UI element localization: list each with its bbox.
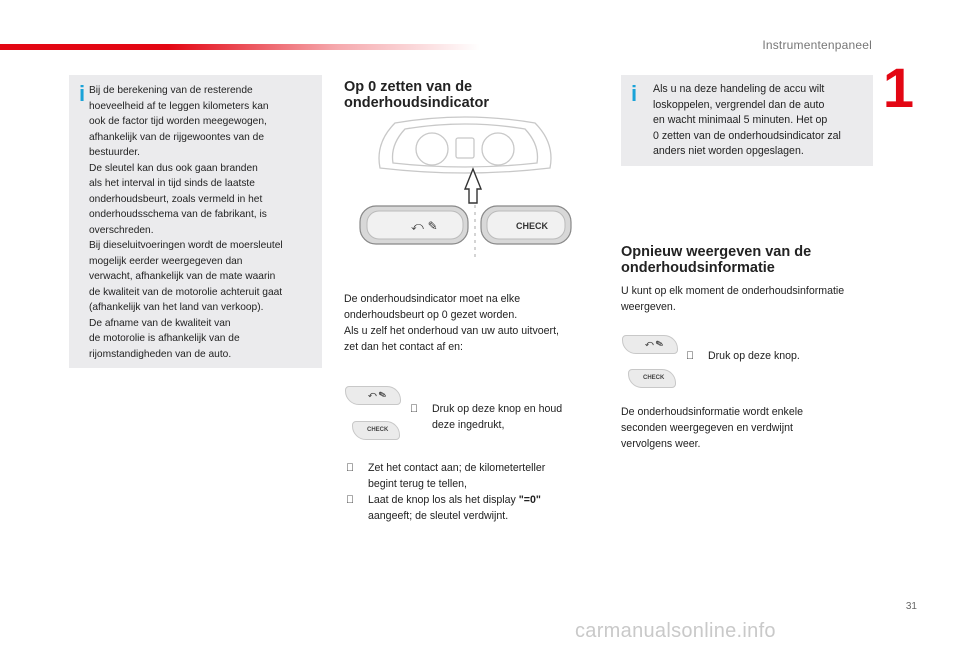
svg-text:⤺ ✎: ⤺ ✎ xyxy=(411,219,438,233)
header-accent-bar xyxy=(0,44,480,50)
check-button-small xyxy=(352,421,400,440)
info-text-right: Als u na deze handeling de accu wilt loskoppelen, vergrendel dan de auto en wacht minimaal 5 minuten. Het op 0 zetten van de onderhoudsindicator zal anders niet worden opgeslagen. xyxy=(653,83,841,157)
check-button-small-right xyxy=(628,369,676,388)
info-box-right xyxy=(621,75,873,166)
display-heading: Opnieuw weergeven van de onderhoudsinformatie xyxy=(621,244,812,276)
section-title: Instrumentenpaneel xyxy=(762,38,872,52)
chapter-number: 1 xyxy=(882,56,914,119)
bullet-mark xyxy=(410,401,418,417)
reset-heading: Op 0 zetten van de onderhoudsindicator xyxy=(344,79,489,111)
display-step-1-text: Druk op deze knop. xyxy=(708,350,800,362)
reset-wrench-icon: ⤺ ✎ xyxy=(645,339,664,348)
reset-button-small xyxy=(345,386,401,405)
check-label-small: CHECK xyxy=(367,427,389,433)
info-icon: i xyxy=(79,81,86,106)
check-label-small: CHECK xyxy=(643,375,665,381)
info-icon: i xyxy=(631,81,638,106)
instrument-cluster-drawing xyxy=(379,117,551,173)
reset-button-drawing xyxy=(360,206,468,244)
reset-step-3-text xyxy=(368,492,541,524)
info-text-left: Bij de berekening van de resterende hoeveelheid af te leggen kilometers kan ook de factor tijd worden meegewogen, afhankelijk van de rijgewoontes van de bestuurder. De sleutel kan dus ook gaan branden als het interval in tijd sinds de laatste onderhoudsbeurt, zoals vermeld in het onderhoudsschema van de fabrikant, is overschreden. Bij dieseluitvoeringen wordt de moersleutel mogelijk eerder weergegeven dan verwacht, afhankelijk van de mate waarin de kwaliteit van de motorolie achteruit gaat (afhankelijk van het land van verkoop). De afname van de kwaliteit van de motorolie is afhankelijk van de rijomstandigheden van de auto. xyxy=(89,85,283,360)
reset-step-1-text: Druk op deze knop en houd deze ingedrukt, xyxy=(432,403,563,431)
page-number: 31 xyxy=(905,601,917,612)
reset-step-2-text: Zet het contact aan; de kilometerteller begint terug te tellen, xyxy=(368,462,546,490)
reset-intro: De onderhoudsindicator moet na elke onderhoudsbeurt op 0 gezet worden. Als u zelf het onderhoud van uw auto uitvoert, zet dan het contact af en: xyxy=(344,293,559,353)
bullet-mark xyxy=(346,492,354,508)
display-outro: De onderhoudsinformatie wordt enkele seconden weergegeven en verdwijnt vervolgens weer. xyxy=(621,406,803,450)
reset-button-small-right xyxy=(622,335,678,354)
arrow-up-icon xyxy=(465,169,481,203)
watermark-text: carmanualsonline.info xyxy=(575,620,776,642)
reset-wrench-icon: ⤺ ✎ xyxy=(368,390,387,399)
check-label: CHECK xyxy=(516,221,549,231)
check-button-drawing xyxy=(481,206,571,244)
display-value: "=0" xyxy=(518,494,541,506)
bullet-mark xyxy=(346,460,354,476)
dashboard-illustration xyxy=(355,113,575,263)
reset-step-3-suffix: aangeeft; de sleutel verdwijnt. xyxy=(368,510,509,522)
info-box-left xyxy=(69,75,322,368)
reset-step-3-prefix: Laat de knop los als het display xyxy=(368,494,519,506)
bullet-mark xyxy=(686,348,694,364)
display-intro: U kunt op elk moment de onderhoudsinformatie weergeven. xyxy=(621,285,845,313)
